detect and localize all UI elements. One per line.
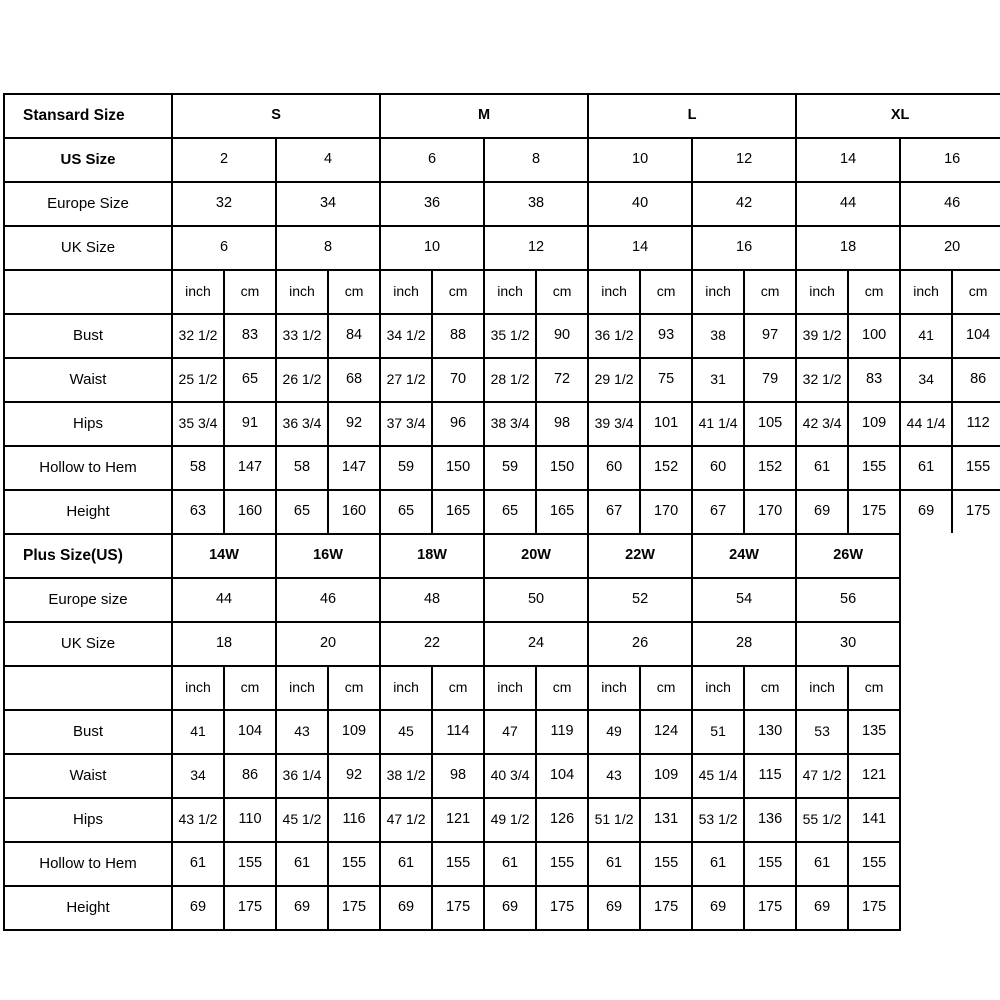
cell: 112 (952, 402, 1000, 446)
cell: 39 1/2 (796, 314, 848, 358)
cell: 170 (744, 490, 796, 534)
cell: 101 (640, 402, 692, 446)
plus-size-24w: 24W (692, 534, 796, 578)
plus-size-18w: 18W (380, 534, 484, 578)
filler-cell (900, 886, 1000, 930)
cell: 69 (484, 886, 536, 930)
cell: 160 (328, 490, 380, 534)
unit-cell: cm (328, 270, 380, 314)
cell: 44 (172, 578, 276, 622)
cell: 116 (328, 798, 380, 842)
cell: 36 1/2 (588, 314, 640, 358)
cell: 47 1/2 (380, 798, 432, 842)
cell: 61 (380, 842, 432, 886)
cell: 91 (224, 402, 276, 446)
cell: 56 (796, 578, 900, 622)
cell: 58 (172, 446, 224, 490)
cell: 36 3/4 (276, 402, 328, 446)
plus-size-14w: 14W (172, 534, 276, 578)
cell: 24 (484, 622, 588, 666)
cell: 61 (900, 446, 952, 490)
filler-cell (900, 622, 1000, 666)
cell: 14 (796, 138, 900, 182)
unit-cell: inch (276, 270, 328, 314)
cell: 43 1/2 (172, 798, 224, 842)
unit-cell: cm (744, 270, 796, 314)
row-label-uk-size: UK Size (4, 226, 172, 270)
cell: 36 1/4 (276, 754, 328, 798)
cell: 6 (380, 138, 484, 182)
cell: 6 (172, 226, 276, 270)
cell: 41 (900, 314, 952, 358)
plus-size-table (3, 533, 1000, 931)
cell: 34 (900, 358, 952, 402)
unit-cell: inch (796, 666, 848, 710)
cell: 44 (796, 182, 900, 226)
cell: 60 (692, 446, 744, 490)
cell: 41 (172, 710, 224, 754)
cell: 4 (276, 138, 380, 182)
plus-size-22w: 22W (588, 534, 692, 578)
plus-header-label: Plus Size(US) (4, 534, 172, 578)
cell: 104 (952, 314, 1000, 358)
row-label-hollow-to-hem: Hollow to Hem (4, 842, 172, 886)
table-row (4, 94, 1000, 138)
table-row (4, 534, 1000, 578)
filler-cell (900, 666, 1000, 710)
table-row (4, 886, 1000, 930)
cell: 25 1/2 (172, 358, 224, 402)
cell: 109 (640, 754, 692, 798)
unit-cell: cm (432, 666, 484, 710)
cell: 40 (588, 182, 692, 226)
cell: 100 (848, 314, 900, 358)
cell: 44 1/4 (900, 402, 952, 446)
unit-cell: inch (692, 666, 744, 710)
cell: 69 (276, 886, 328, 930)
cell: 155 (432, 842, 484, 886)
row-label-waist: Waist (4, 754, 172, 798)
cell: 47 1/2 (796, 754, 848, 798)
cell: 69 (796, 886, 848, 930)
cell: 160 (224, 490, 276, 534)
cell: 39 3/4 (588, 402, 640, 446)
unit-cell: cm (432, 270, 484, 314)
table-row (4, 182, 1000, 226)
standard-size-chart (3, 93, 997, 535)
cell: 22 (380, 622, 484, 666)
cell: 28 (692, 622, 796, 666)
cell: 155 (328, 842, 380, 886)
cell: 152 (640, 446, 692, 490)
table-row (4, 490, 1000, 534)
unit-cell: inch (796, 270, 848, 314)
cell: 33 1/2 (276, 314, 328, 358)
unit-cell: inch (380, 666, 432, 710)
table-row (4, 226, 1000, 270)
cell: 119 (536, 710, 588, 754)
cell: 84 (328, 314, 380, 358)
cell: 60 (588, 446, 640, 490)
cell: 150 (536, 446, 588, 490)
cell: 121 (848, 754, 900, 798)
cell: 69 (796, 490, 848, 534)
size-group-l: L (588, 94, 796, 138)
cell: 126 (536, 798, 588, 842)
cell: 38 1/2 (380, 754, 432, 798)
unit-cell: cm (536, 270, 588, 314)
cell: 147 (328, 446, 380, 490)
cell: 43 (588, 754, 640, 798)
cell: 61 (276, 842, 328, 886)
cell: 135 (848, 710, 900, 754)
cell: 136 (744, 798, 796, 842)
cell: 155 (848, 842, 900, 886)
unit-cell: cm (848, 666, 900, 710)
cell: 49 (588, 710, 640, 754)
cell: 110 (224, 798, 276, 842)
cell: 115 (744, 754, 796, 798)
cell: 49 1/2 (484, 798, 536, 842)
cell: 131 (640, 798, 692, 842)
cell: 58 (276, 446, 328, 490)
cell: 61 (172, 842, 224, 886)
cell: 31 (692, 358, 744, 402)
empty-corner-cell (4, 666, 172, 710)
plus-size-20w: 20W (484, 534, 588, 578)
cell: 67 (692, 490, 744, 534)
size-group-s: S (172, 94, 380, 138)
table-row (4, 138, 1000, 182)
cell: 105 (744, 402, 796, 446)
cell: 45 1/4 (692, 754, 744, 798)
cell: 75 (640, 358, 692, 402)
standard-size-table (3, 93, 1000, 535)
row-label-hollow-to-hem: Hollow to Hem (4, 446, 172, 490)
cell: 54 (692, 578, 796, 622)
cell: 67 (588, 490, 640, 534)
cell: 65 (380, 490, 432, 534)
cell: 29 1/2 (588, 358, 640, 402)
cell: 175 (744, 886, 796, 930)
unit-cell: cm (328, 666, 380, 710)
cell: 61 (796, 842, 848, 886)
row-label-bust: Bust (4, 710, 172, 754)
cell: 61 (692, 842, 744, 886)
cell: 165 (536, 490, 588, 534)
unit-cell: cm (848, 270, 900, 314)
cell: 43 (276, 710, 328, 754)
cell: 175 (952, 490, 1000, 534)
table-row (4, 358, 1000, 402)
cell: 46 (900, 182, 1000, 226)
table-row (4, 446, 1000, 490)
unit-cell: cm (640, 666, 692, 710)
cell: 14 (588, 226, 692, 270)
cell: 65 (276, 490, 328, 534)
unit-cell: cm (224, 666, 276, 710)
cell: 155 (224, 842, 276, 886)
cell: 69 (172, 886, 224, 930)
cell: 155 (952, 446, 1000, 490)
cell: 155 (744, 842, 796, 886)
plus-size-16w: 16W (276, 534, 380, 578)
cell: 26 (588, 622, 692, 666)
cell: 92 (328, 402, 380, 446)
cell: 16 (900, 138, 1000, 182)
cell: 109 (328, 710, 380, 754)
table-row (4, 622, 1000, 666)
cell: 61 (588, 842, 640, 886)
table-row (4, 578, 1000, 622)
cell: 55 1/2 (796, 798, 848, 842)
row-label-height: Height (4, 886, 172, 930)
cell: 69 (692, 886, 744, 930)
size-group-m: M (380, 94, 588, 138)
size-group-xl: XL (796, 94, 1000, 138)
cell: 26 1/2 (276, 358, 328, 402)
cell: 35 1/2 (484, 314, 536, 358)
filler-cell (900, 754, 1000, 798)
row-label-hips: Hips (4, 798, 172, 842)
cell: 10 (588, 138, 692, 182)
cell: 124 (640, 710, 692, 754)
filler-cell (900, 534, 1000, 578)
cell: 155 (848, 446, 900, 490)
cell: 41 1/4 (692, 402, 744, 446)
cell: 68 (328, 358, 380, 402)
cell: 38 (692, 314, 744, 358)
standard-header-label: Stansard Size (4, 94, 172, 138)
unit-cell: cm (536, 666, 588, 710)
cell: 155 (536, 842, 588, 886)
cell: 35 3/4 (172, 402, 224, 446)
unit-cell: inch (900, 270, 952, 314)
filler-cell (900, 842, 1000, 886)
cell: 86 (224, 754, 276, 798)
unit-cell: inch (172, 270, 224, 314)
row-label-waist: Waist (4, 358, 172, 402)
cell: 59 (380, 446, 432, 490)
cell: 38 3/4 (484, 402, 536, 446)
unit-cell: cm (744, 666, 796, 710)
cell: 65 (484, 490, 536, 534)
table-row (4, 710, 1000, 754)
table-row (4, 270, 1000, 314)
unit-cell: inch (276, 666, 328, 710)
cell: 61 (796, 446, 848, 490)
cell: 97 (744, 314, 796, 358)
unit-cell: inch (692, 270, 744, 314)
table-row (4, 402, 1000, 446)
cell: 88 (432, 314, 484, 358)
cell: 83 (848, 358, 900, 402)
cell: 70 (432, 358, 484, 402)
cell: 42 3/4 (796, 402, 848, 446)
cell: 16 (692, 226, 796, 270)
cell: 10 (380, 226, 484, 270)
row-label-europe-size: Europe size (4, 578, 172, 622)
table-row (4, 314, 1000, 358)
table-row (4, 754, 1000, 798)
cell: 50 (484, 578, 588, 622)
unit-cell: inch (172, 666, 224, 710)
cell: 20 (276, 622, 380, 666)
row-label-bust: Bust (4, 314, 172, 358)
cell: 69 (588, 886, 640, 930)
cell: 34 (276, 182, 380, 226)
cell: 18 (172, 622, 276, 666)
cell: 46 (276, 578, 380, 622)
cell: 175 (848, 886, 900, 930)
cell: 130 (744, 710, 796, 754)
cell: 32 1/2 (796, 358, 848, 402)
cell: 32 1/2 (172, 314, 224, 358)
filler-cell (900, 710, 1000, 754)
row-label-us-size: US Size (4, 138, 172, 182)
cell: 170 (640, 490, 692, 534)
cell: 150 (432, 446, 484, 490)
row-label-height: Height (4, 490, 172, 534)
unit-cell: inch (588, 270, 640, 314)
cell: 63 (172, 490, 224, 534)
cell: 165 (432, 490, 484, 534)
cell: 98 (536, 402, 588, 446)
cell: 104 (536, 754, 588, 798)
table-row (4, 798, 1000, 842)
empty-corner-cell (4, 270, 172, 314)
cell: 34 1/2 (380, 314, 432, 358)
cell: 175 (640, 886, 692, 930)
unit-cell: inch (588, 666, 640, 710)
cell: 27 1/2 (380, 358, 432, 402)
table-row (4, 842, 1000, 886)
cell: 93 (640, 314, 692, 358)
cell: 175 (432, 886, 484, 930)
cell: 52 (588, 578, 692, 622)
row-label-europe-size: Europe Size (4, 182, 172, 226)
cell: 12 (484, 226, 588, 270)
cell: 61 (484, 842, 536, 886)
cell: 53 (796, 710, 848, 754)
cell: 8 (484, 138, 588, 182)
cell: 121 (432, 798, 484, 842)
cell: 175 (848, 490, 900, 534)
cell: 40 3/4 (484, 754, 536, 798)
cell: 45 (380, 710, 432, 754)
cell: 147 (224, 446, 276, 490)
cell: 114 (432, 710, 484, 754)
cell: 37 3/4 (380, 402, 432, 446)
cell: 28 1/2 (484, 358, 536, 402)
cell: 32 (172, 182, 276, 226)
cell: 86 (952, 358, 1000, 402)
cell: 72 (536, 358, 588, 402)
cell: 34 (172, 754, 224, 798)
cell: 96 (432, 402, 484, 446)
unit-cell: cm (224, 270, 276, 314)
cell: 36 (380, 182, 484, 226)
plus-size-26w: 26W (796, 534, 900, 578)
cell: 90 (536, 314, 588, 358)
cell: 69 (900, 490, 952, 534)
cell: 155 (640, 842, 692, 886)
cell: 45 1/2 (276, 798, 328, 842)
cell: 53 1/2 (692, 798, 744, 842)
table-row (4, 666, 1000, 710)
filler-cell (900, 798, 1000, 842)
cell: 48 (380, 578, 484, 622)
filler-cell (900, 578, 1000, 622)
row-label-hips: Hips (4, 402, 172, 446)
cell: 141 (848, 798, 900, 842)
cell: 2 (172, 138, 276, 182)
cell: 109 (848, 402, 900, 446)
unit-cell: inch (484, 270, 536, 314)
cell: 18 (796, 226, 900, 270)
row-label-uk-size: UK Size (4, 622, 172, 666)
unit-cell: cm (640, 270, 692, 314)
cell: 47 (484, 710, 536, 754)
cell: 98 (432, 754, 484, 798)
cell: 79 (744, 358, 796, 402)
cell: 175 (328, 886, 380, 930)
unit-cell: cm (952, 270, 1000, 314)
cell: 175 (224, 886, 276, 930)
plus-size-chart (3, 533, 997, 931)
cell: 152 (744, 446, 796, 490)
cell: 83 (224, 314, 276, 358)
cell: 92 (328, 754, 380, 798)
cell: 51 1/2 (588, 798, 640, 842)
cell: 175 (536, 886, 588, 930)
cell: 20 (900, 226, 1000, 270)
cell: 65 (224, 358, 276, 402)
cell: 59 (484, 446, 536, 490)
cell: 12 (692, 138, 796, 182)
unit-cell: inch (484, 666, 536, 710)
cell: 8 (276, 226, 380, 270)
cell: 104 (224, 710, 276, 754)
cell: 38 (484, 182, 588, 226)
cell: 30 (796, 622, 900, 666)
cell: 69 (380, 886, 432, 930)
cell: 42 (692, 182, 796, 226)
unit-cell: inch (380, 270, 432, 314)
cell: 51 (692, 710, 744, 754)
